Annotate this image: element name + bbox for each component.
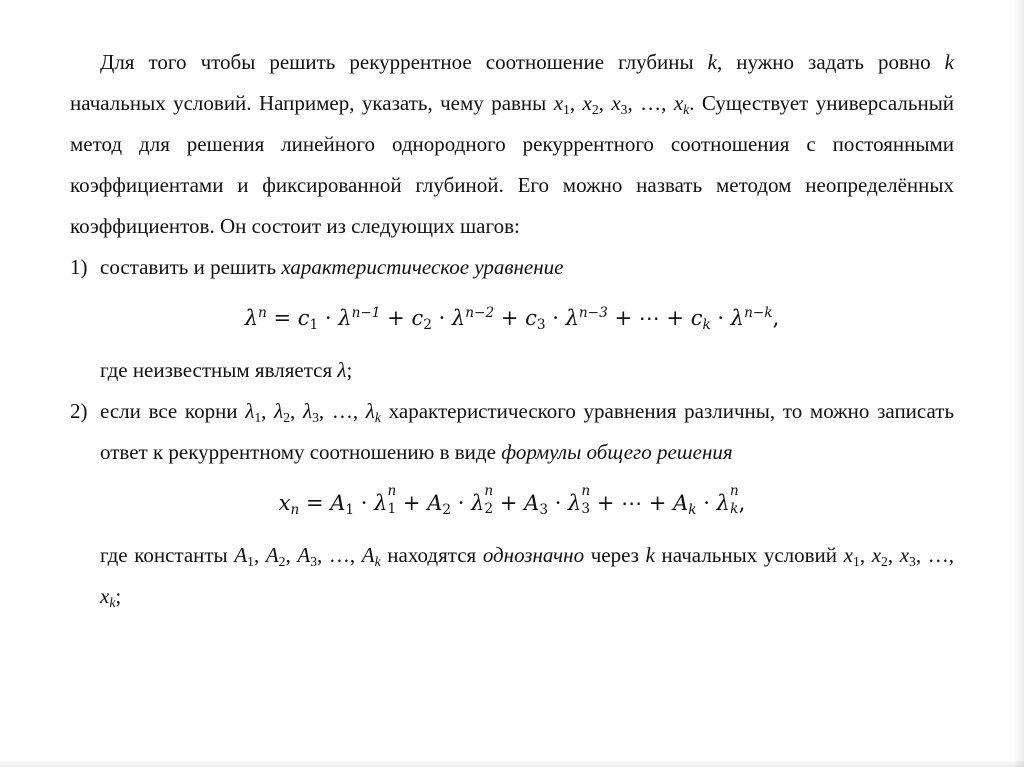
lambda: λ	[568, 491, 582, 515]
plus: +	[494, 306, 526, 330]
sub-k: k	[688, 502, 697, 519]
step-1-text: составить и решить	[100, 255, 282, 279]
coef-c: c	[690, 306, 703, 330]
sup-n: n	[729, 482, 739, 499]
characteristic-equation-formula	[70, 296, 954, 340]
sub-3: 3	[312, 410, 319, 426]
sub-1: 1	[387, 501, 397, 518]
coef-c: c	[297, 306, 310, 330]
sub-3: 3	[581, 501, 591, 518]
step-1-note	[70, 350, 954, 391]
separator: ,	[627, 91, 641, 115]
separator: ,	[887, 543, 900, 567]
cdots: ⋯	[621, 491, 643, 515]
lambda: λ	[245, 399, 255, 423]
cdot: ·	[696, 491, 717, 515]
exp-n-3: n−3	[578, 304, 608, 321]
separator: ,	[290, 399, 303, 423]
lambda: λ	[274, 399, 284, 423]
sub-1: 1	[345, 502, 355, 519]
var-x: x	[582, 91, 592, 115]
step-number: 2)	[70, 399, 88, 423]
sup-sub	[387, 482, 397, 518]
sup-sub	[484, 482, 494, 518]
exp-n-k: n−k	[744, 304, 773, 321]
sup-n: n	[484, 482, 494, 499]
exp-n-2: n−2	[465, 304, 495, 321]
separator: ,	[915, 543, 928, 567]
separator: ,	[661, 91, 674, 115]
word-uniquely: однозначно	[482, 543, 585, 567]
sub-3: 3	[909, 554, 916, 570]
note-text-3: через	[584, 543, 646, 567]
intro-paragraph	[70, 42, 954, 247]
sub-2: 2	[484, 501, 494, 518]
const-a: A	[234, 543, 248, 567]
var-x: x	[673, 91, 684, 115]
separator: ,	[317, 543, 329, 567]
document-body	[70, 42, 954, 617]
semicolon: ;	[346, 358, 353, 382]
step-2	[70, 391, 954, 473]
intro-text-1: Для того чтобы решить рекуррентное соотношение глубины	[100, 50, 708, 74]
sub-2: 2	[423, 317, 432, 334]
exp-n: n	[258, 304, 267, 321]
sub-1: 1	[563, 102, 570, 118]
sup-n: n	[387, 482, 397, 499]
ellipsis: …	[331, 399, 353, 423]
sub-k: k	[730, 501, 739, 518]
sub-1: 1	[247, 554, 254, 570]
intro-text-4: Существует универсальный метод для решения линейного однородного рекуррентного соотношения с постоянными коэффициентами и фиксированной глубиной. Его можно назвать методом неопределённых коэффициентов. Он состоит из следующих шагов:	[70, 91, 955, 238]
ellipsis: …	[640, 91, 662, 115]
var-x: x	[553, 91, 564, 115]
step-2-note	[70, 535, 954, 617]
page-shadow-bottom	[0, 759, 1024, 767]
separator: ,	[948, 543, 954, 567]
intro-text-3: начальных условий. Например, указать, чему равны	[70, 91, 554, 115]
var-x: x	[899, 543, 910, 567]
cdot: ·	[548, 491, 569, 515]
lambda: λ	[338, 306, 352, 330]
separator: ,	[349, 543, 362, 567]
coef-c: c	[525, 306, 537, 330]
const-a: A	[524, 491, 540, 515]
intro-text-2: , нужно задать ровно	[716, 50, 945, 74]
sub-2: 2	[278, 554, 286, 570]
plus: +	[590, 491, 622, 515]
separator: ,	[318, 399, 332, 423]
cdot: ·	[354, 491, 375, 515]
const-a: A	[297, 543, 311, 567]
var-x: x	[611, 91, 621, 115]
sub-1: 1	[254, 410, 262, 426]
sub-1: 1	[309, 317, 319, 334]
sub-2: 2	[442, 502, 452, 519]
lambda: λ	[244, 306, 259, 330]
lambda: λ	[337, 358, 347, 382]
var-x: x	[843, 543, 853, 567]
plus: +	[380, 306, 412, 330]
step-2-text-2: характеристического уравнения различны, то можно записать ответ к рекуррентному соотношению в виде	[100, 399, 955, 464]
note-text: где неизвестным является	[100, 358, 338, 382]
general-solution-formula	[70, 481, 954, 525]
const-a: A	[427, 491, 443, 515]
step-2-text-1: если все корни	[100, 399, 246, 423]
step-1	[70, 247, 954, 288]
sup-sub	[581, 482, 591, 518]
sub-2: 2	[881, 554, 888, 570]
separator: ,	[352, 399, 366, 423]
cdots: ⋯	[638, 306, 660, 330]
exp-n-1: n−1	[351, 304, 381, 321]
plus: +	[659, 306, 691, 330]
separator: ,	[569, 91, 583, 115]
comma: ,	[772, 306, 780, 330]
sup-n: n	[581, 482, 591, 499]
lambda: λ	[565, 306, 579, 330]
cdot: ·	[431, 306, 452, 330]
semicolon: ;	[115, 584, 122, 608]
sub-2: 2	[591, 102, 599, 118]
plus: +	[396, 491, 428, 515]
page-shadow-right	[1014, 0, 1024, 767]
var-k: k	[944, 50, 954, 74]
term-general-solution: формулы общего решения	[501, 440, 733, 464]
sub-k: k	[109, 595, 116, 611]
equals: =	[266, 306, 298, 330]
const-a: A	[673, 491, 689, 515]
plus: +	[607, 306, 639, 330]
plus: +	[642, 491, 674, 515]
sub-k: k	[374, 410, 381, 426]
lambda: λ	[730, 306, 745, 330]
const-a: A	[330, 491, 346, 515]
separator: ,	[598, 91, 612, 115]
plus: +	[493, 491, 525, 515]
cdot: ·	[545, 306, 566, 330]
const-a: A	[265, 543, 279, 567]
note-text-1: где константы	[100, 543, 235, 567]
separator: ,	[285, 543, 298, 567]
separator: ,	[261, 399, 275, 423]
lambda: λ	[471, 491, 485, 515]
lambda: λ	[365, 399, 375, 423]
sub-k: k	[374, 554, 381, 570]
sub-3: 3	[536, 317, 546, 334]
sup-sub	[729, 482, 739, 518]
period: .	[689, 91, 695, 115]
note-text-2: находятся	[380, 543, 483, 567]
note-text-4: начальных условий	[654, 543, 844, 567]
lambda: λ	[451, 306, 466, 330]
separator: ,	[253, 543, 266, 567]
sub-3: 3	[620, 102, 628, 118]
var-k: k	[645, 543, 655, 567]
sub-k: k	[683, 102, 690, 118]
step-number: 1)	[70, 255, 88, 279]
sub-1: 1	[852, 554, 860, 570]
sub-3: 3	[310, 554, 318, 570]
term-characteristic-equation: характеристическое уравнение	[281, 255, 564, 279]
sub-3: 3	[539, 502, 549, 519]
cdot: ·	[710, 306, 731, 330]
lambda: λ	[716, 491, 730, 515]
ellipsis: …	[328, 543, 350, 567]
sub-k: k	[702, 317, 711, 334]
var-k: k	[707, 50, 717, 74]
cdot: ·	[451, 491, 472, 515]
sub-2: 2	[283, 410, 291, 426]
equals: =	[299, 491, 331, 515]
sub-n: n	[290, 502, 300, 519]
cdot: ·	[318, 306, 339, 330]
coef-c: c	[411, 306, 424, 330]
var-x: x	[871, 543, 882, 567]
const-a: A	[361, 543, 375, 567]
var-x: x	[100, 584, 110, 608]
var-x: x	[278, 491, 291, 515]
ellipsis: …	[927, 543, 949, 567]
lambda: λ	[302, 399, 313, 423]
lambda: λ	[374, 491, 388, 515]
separator: ,	[859, 543, 872, 567]
comma: ,	[738, 491, 746, 515]
